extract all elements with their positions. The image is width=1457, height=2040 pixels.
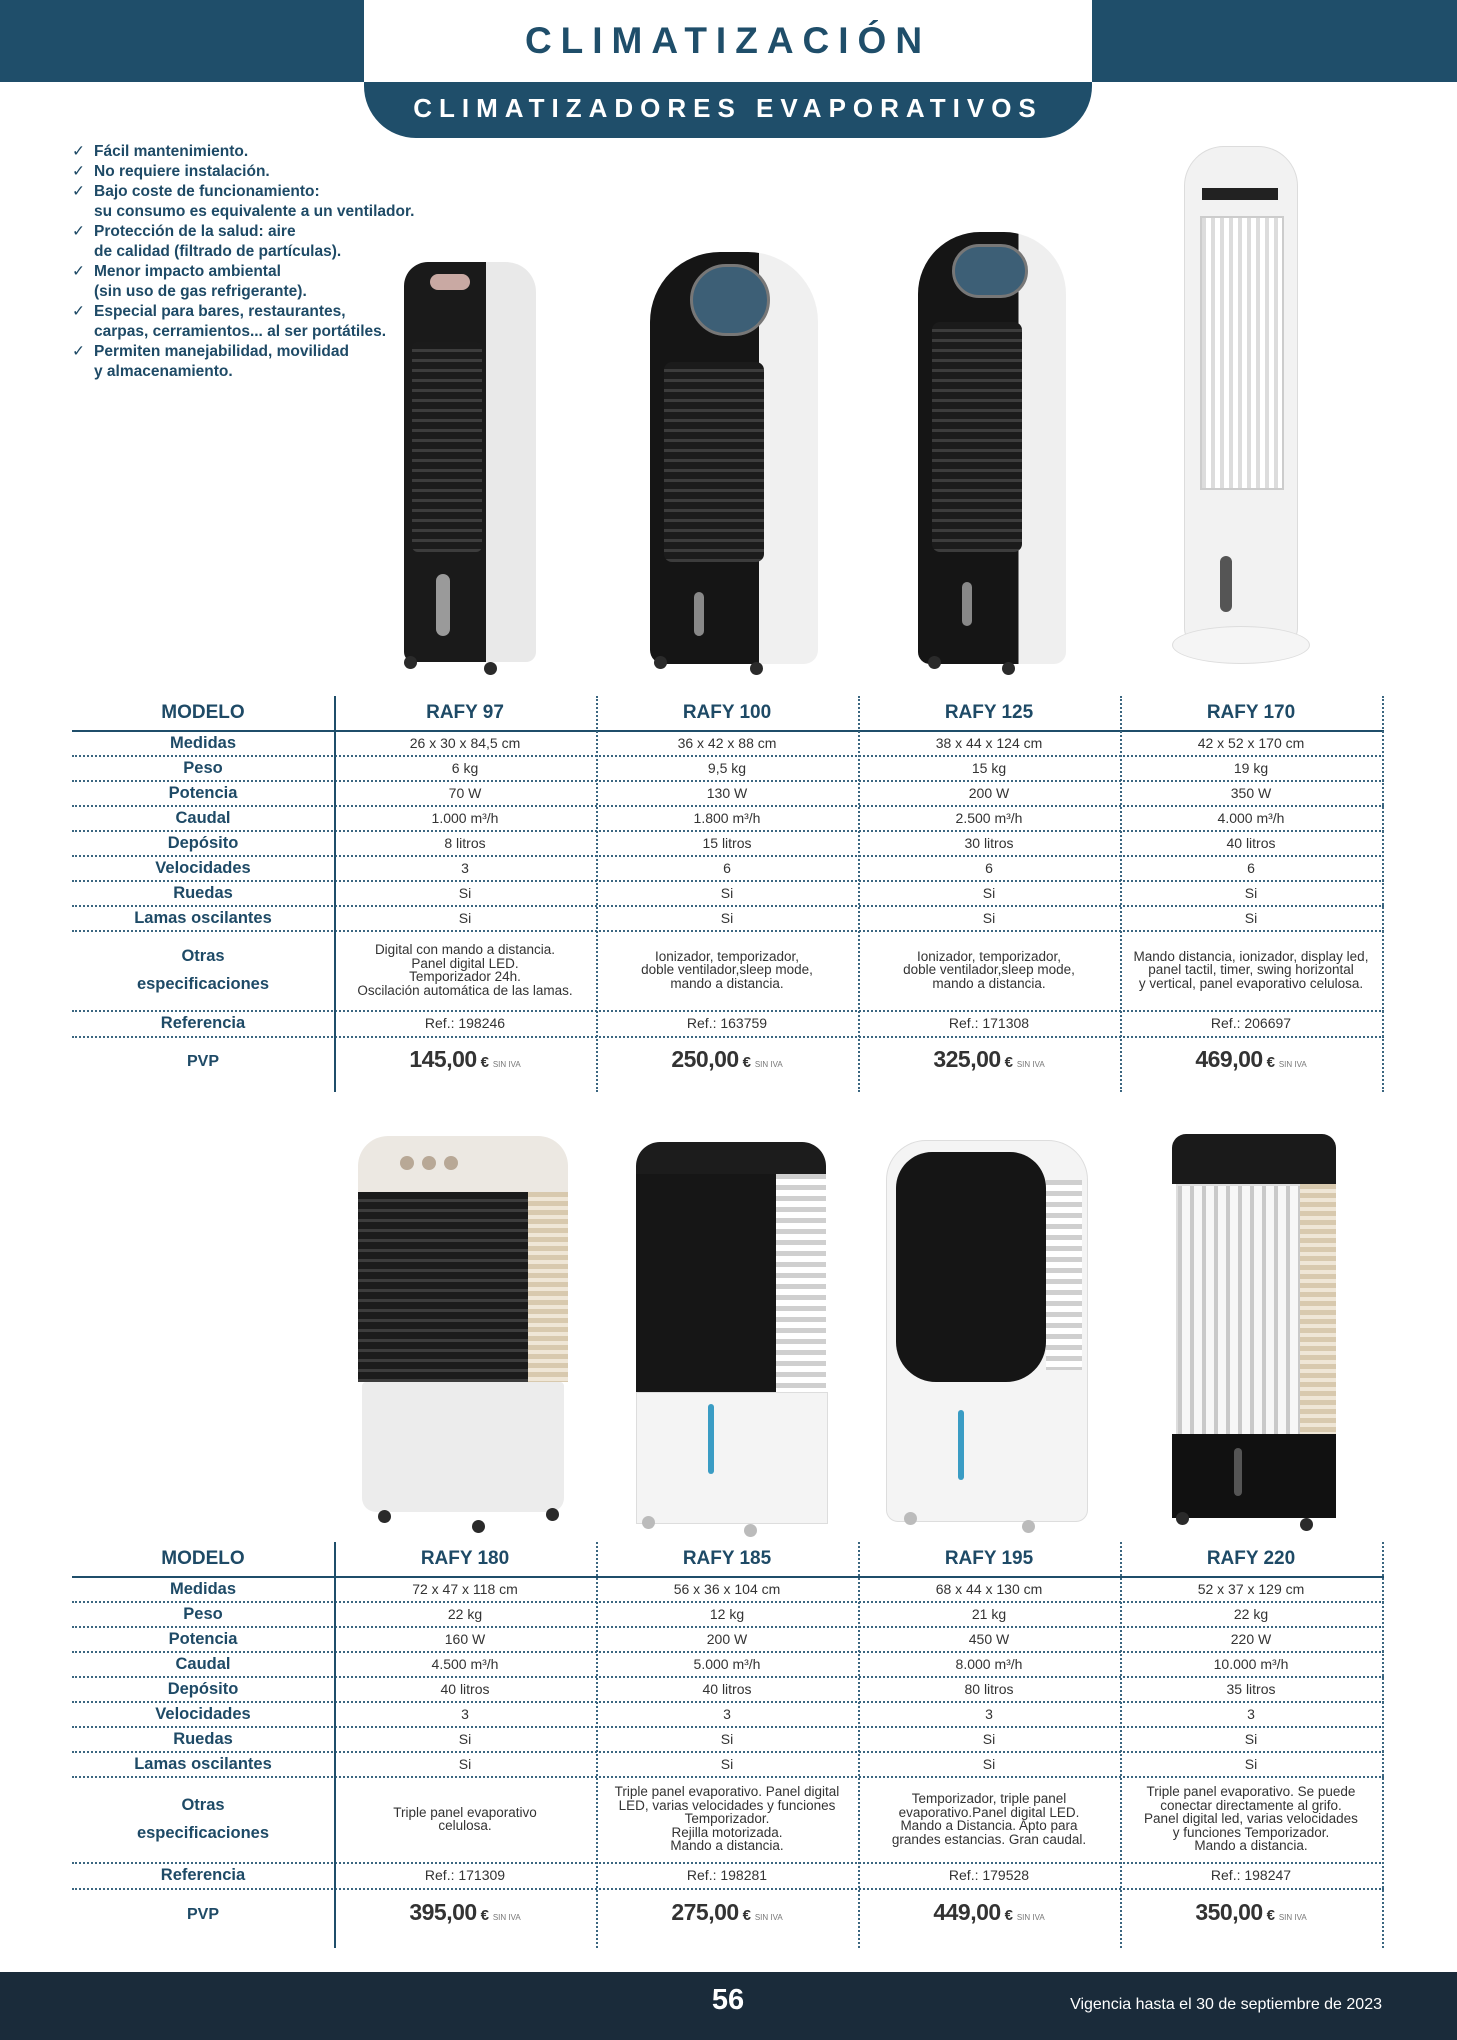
modelo-label: MODELO [161, 702, 245, 723]
deposito-value: 40 litros [440, 1680, 490, 1697]
medidas-value: 72 x 47 x 118 cm [412, 1580, 518, 1597]
potencia-label: Potencia [168, 1629, 238, 1648]
deposito-value: 15 litros [702, 834, 752, 851]
lamas-label: Lamas oscilantes [134, 908, 272, 927]
lamas-label: Lamas oscilantes [134, 1754, 272, 1773]
ruedas-value: Si [982, 1730, 996, 1747]
model-name: RAFY 97 [426, 702, 504, 723]
column-divider [334, 1542, 336, 1948]
price: 350,00 € SIN IVA [1195, 1899, 1307, 1925]
column-divider [334, 696, 336, 1092]
price: 449,00 € SIN IVA [933, 1899, 1045, 1925]
caudal-value: 8.000 m³/h [955, 1655, 1023, 1672]
potencia-value: 220 W [1230, 1630, 1272, 1647]
referencia-label: Referencia [160, 1866, 246, 1884]
potencia-value: 200 W [706, 1630, 748, 1647]
model-name: RAFY 220 [1206, 1548, 1296, 1569]
velocidades-value: 3 [985, 1705, 993, 1722]
referencia-value: Ref.: 171309 [424, 1867, 506, 1883]
referencia-value: Ref.: 206697 [1210, 1015, 1292, 1031]
feature-item: ✓ Permiten manejabilidad, movilidad y almacenamiento. [72, 343, 349, 380]
ruedas-value: Si [458, 884, 472, 901]
referencia-value: Ref.: 198281 [686, 1867, 768, 1883]
ruedas-value: Si [982, 884, 996, 901]
peso-value: 12 kg [709, 1605, 745, 1622]
medidas-label: Medidas [169, 733, 237, 752]
product-image-rafy-185 [632, 1142, 832, 1532]
model-name: RAFY 100 [682, 702, 772, 723]
checkmark-icon: ✓ [72, 183, 85, 200]
page-title: CLIMATIZACIÓN [524, 20, 932, 61]
model-name: RAFY 170 [1206, 702, 1296, 723]
checkmark-icon: ✓ [72, 343, 85, 360]
medidas-value: 38 x 44 x 124 cm [935, 734, 1043, 751]
referencia-value: Ref.: 198246 [424, 1015, 506, 1031]
page-subtitle: CLIMATIZADORES EVAPORATIVOS [413, 93, 1043, 123]
otras-value: Mando distancia, ionizador, display led, panel tactil, timer, swing horizontal y vertical, panel evaporativo celulosa. [1133, 948, 1369, 991]
referencia-label: Referencia [160, 1014, 246, 1032]
ruedas-label: Ruedas [173, 883, 233, 902]
otras-value: Digital con mando a distancia. Panel digital LED. Temporizador 24h. Oscilación automática de las lamas. [357, 942, 573, 998]
checkmark-icon: ✓ [72, 143, 85, 160]
checkmark-icon: ✓ [72, 263, 85, 280]
potencia-value: 200 W [968, 784, 1010, 801]
ruedas-value: Si [1244, 1730, 1258, 1747]
product-image-rafy-170 [1172, 146, 1312, 676]
otras-label: Otras especificaciones [136, 1796, 270, 1842]
caudal-value: 4.000 m³/h [1217, 809, 1285, 826]
feature-item: ✓ No requiere instalación. [72, 163, 270, 180]
feature-list [72, 142, 432, 382]
velocidades-value: 6 [1247, 859, 1255, 876]
column-divider [858, 696, 860, 1092]
spec-table-1 [72, 696, 1384, 1092]
velocidades-value: 3 [461, 1705, 469, 1722]
peso-label: Peso [183, 1604, 223, 1623]
peso-value: 6 kg [451, 759, 479, 776]
referencia-value: Ref.: 171308 [948, 1015, 1030, 1031]
price: 325,00 € SIN IVA [933, 1046, 1045, 1072]
caudal-label: Caudal [175, 808, 231, 827]
ruedas-value: Si [720, 1730, 734, 1747]
caudal-value: 2.500 m³/h [955, 809, 1023, 826]
caudal-value: 1.800 m³/h [693, 809, 761, 826]
deposito-value: 35 litros [1226, 1680, 1276, 1697]
velocidades-value: 3 [723, 1705, 731, 1722]
caudal-value: 5.000 m³/h [693, 1655, 761, 1672]
product-image-rafy-195 [882, 1140, 1092, 1532]
medidas-value: 42 x 52 x 170 cm [1197, 734, 1305, 751]
medidas-value: 52 x 37 x 129 cm [1197, 1580, 1305, 1597]
otras-value: Triple panel evaporativo. Panel digital LED, varias velocidades y funciones Temporizador. Rejilla motorizada. Mando a distancia. [614, 1784, 840, 1854]
product-image-rafy-180 [350, 1136, 576, 1532]
peso-value: 9,5 kg [707, 759, 747, 776]
otras-value: Ionizador, temporizador, doble ventilador,sleep mode, mando a distancia. [641, 948, 813, 991]
deposito-value: 40 litros [702, 1680, 752, 1697]
pvp-label: PVP [186, 1906, 219, 1923]
potencia-label: Potencia [168, 783, 238, 802]
model-name: RAFY 185 [682, 1548, 772, 1569]
checkmark-icon: ✓ [72, 303, 85, 320]
peso-label: Peso [183, 758, 223, 777]
peso-value: 19 kg [1233, 759, 1269, 776]
pvp-label: PVP [186, 1053, 219, 1070]
velocidades-value: 3 [1247, 1705, 1255, 1722]
velocidades-value: 6 [985, 859, 993, 876]
peso-value: 22 kg [447, 1605, 483, 1622]
velocidades-label: Velocidades [155, 858, 251, 877]
column-divider [1382, 696, 1384, 1092]
otras-value: Ionizador, temporizador, doble ventilador,sleep mode, mando a distancia. [903, 948, 1075, 991]
deposito-value: 8 litros [444, 834, 486, 851]
referencia-value: Ref.: 198247 [1210, 1867, 1292, 1883]
lamas-value: Si [982, 909, 996, 926]
ruedas-label: Ruedas [173, 1729, 233, 1748]
caudal-value: 4.500 m³/h [431, 1655, 499, 1672]
lamas-value: Si [1244, 1755, 1258, 1772]
validity-note: Vigencia hasta el 30 de septiembre de 2023 [1070, 1996, 1382, 2013]
lamas-value: Si [720, 1755, 734, 1772]
potencia-value: 450 W [968, 1630, 1010, 1647]
velocidades-value: 3 [461, 859, 469, 876]
potencia-value: 70 W [448, 784, 482, 801]
product-image-rafy-220 [1172, 1134, 1340, 1532]
column-divider [1120, 1542, 1122, 1948]
otras-value: Temporizador, triple panel evaporativo.Panel digital LED. Mando a Distancia. Apto para grandes estancias. Gran caudal. [891, 1791, 1087, 1847]
page-number: 56 [711, 1984, 745, 2016]
column-divider [1382, 1542, 1384, 1948]
caudal-label: Caudal [175, 1654, 231, 1673]
model-name: RAFY 125 [944, 702, 1034, 723]
feature-item: ✓ Menor impacto ambiental (sin uso de gas refrigerante). [72, 263, 307, 300]
lamas-value: Si [982, 1755, 996, 1772]
deposito-value: 80 litros [964, 1680, 1014, 1697]
price: 145,00 € SIN IVA [409, 1046, 521, 1072]
otras-label: Otras especificaciones [136, 947, 270, 993]
medidas-value: 26 x 30 x 84,5 cm [409, 734, 521, 751]
deposito-label: Depósito [167, 833, 239, 852]
caudal-value: 1.000 m³/h [431, 809, 499, 826]
product-image-rafy-97 [400, 262, 540, 672]
lamas-value: Si [1244, 909, 1258, 926]
product-image-rafy-125 [918, 232, 1068, 676]
lamas-value: Si [458, 1755, 472, 1772]
ruedas-value: Si [720, 884, 734, 901]
lamas-value: Si [458, 909, 472, 926]
price: 469,00 € SIN IVA [1195, 1046, 1307, 1072]
ruedas-value: Si [458, 1730, 472, 1747]
medidas-value: 68 x 44 x 130 cm [935, 1580, 1043, 1597]
deposito-label: Depósito [167, 1679, 239, 1698]
product-image-rafy-100 [650, 252, 820, 676]
referencia-value: Ref.: 163759 [686, 1015, 768, 1031]
column-divider [596, 1542, 598, 1948]
peso-value: 22 kg [1233, 1605, 1269, 1622]
deposito-value: 30 litros [964, 834, 1014, 851]
potencia-value: 350 W [1230, 784, 1272, 801]
modelo-label: MODELO [161, 1548, 245, 1569]
otras-value: Triple panel evaporativo. Se puede conectar directamente al grifo. Panel digital led, varias velocidades y funciones Temporizador. Mando a distancia. [1144, 1784, 1358, 1854]
deposito-value: 40 litros [1226, 834, 1276, 851]
model-name: RAFY 180 [420, 1548, 510, 1569]
potencia-value: 160 W [444, 1630, 486, 1647]
otras-value: Triple panel evaporativo celulosa. [393, 1804, 537, 1833]
price: 250,00 € SIN IVA [671, 1046, 783, 1072]
model-name: RAFY 195 [944, 1548, 1034, 1569]
potencia-value: 130 W [706, 784, 748, 801]
price: 395,00 € SIN IVA [409, 1899, 521, 1925]
peso-value: 21 kg [971, 1605, 1007, 1622]
checkmark-icon: ✓ [72, 163, 85, 180]
spec-table-2 [72, 1542, 1384, 1950]
column-divider [858, 1542, 860, 1948]
medidas-value: 56 x 36 x 104 cm [673, 1580, 781, 1597]
column-divider [596, 696, 598, 1092]
feature-item: ✓ Especial para bares, restaurantes, carpas, cerramientos... al ser portátiles. [72, 303, 387, 340]
velocidades-value: 6 [723, 859, 731, 876]
ruedas-value: Si [1244, 884, 1258, 901]
caudal-value: 10.000 m³/h [1213, 1655, 1289, 1672]
feature-item: ✓ Protección de la salud: aire de calidad (filtrado de partículas). [72, 223, 342, 260]
referencia-value: Ref.: 179528 [948, 1867, 1030, 1883]
feature-item: ✓ Fácil mantenimiento. [72, 143, 249, 160]
peso-value: 15 kg [971, 759, 1007, 776]
medidas-value: 36 x 42 x 88 cm [677, 734, 777, 751]
velocidades-label: Velocidades [155, 1704, 251, 1723]
feature-item: ✓ Bajo coste de funcionamiento: su consumo es equivalente a un ventilador. [72, 183, 415, 220]
price: 275,00 € SIN IVA [671, 1899, 783, 1925]
lamas-value: Si [720, 909, 734, 926]
checkmark-icon: ✓ [72, 223, 85, 240]
medidas-label: Medidas [169, 1579, 237, 1598]
column-divider [1120, 696, 1122, 1092]
